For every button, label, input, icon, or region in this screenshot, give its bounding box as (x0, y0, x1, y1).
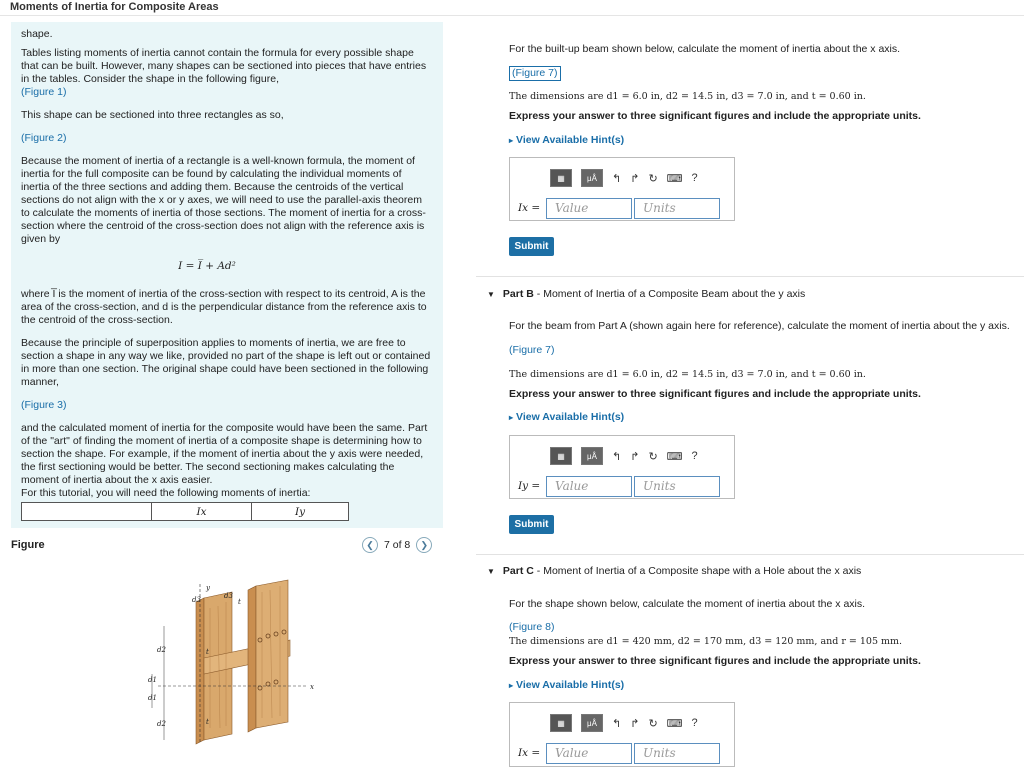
units-button[interactable]: μÅ (581, 447, 603, 465)
keyboard-icon[interactable]: ⌨ (666, 172, 683, 185)
help-icon[interactable]: ? (691, 172, 698, 184)
tutorial-text: Tables listing moments of inertia cannot contain the formula for every possible shape that can be built. However, many shapes can be sectioned into pieces that have entries in the tables. Consider the shape in the following figure, (Figure 1) (21, 47, 427, 98)
part-c-instruction: Express your answer to three significant figures and include the appropriate units. (509, 655, 921, 667)
part-a-answer-box (509, 157, 735, 221)
part-b-figure-link[interactable]: (Figure 7) (509, 344, 555, 356)
d2-label-bottom: d2 (157, 720, 166, 728)
table-header: Ix (152, 503, 252, 521)
figure-label: Figure (11, 539, 45, 551)
tutorial-text: Because the moment of inertia of a rectangle is a well-known formula, the moment of inertia for the full composite can be found by calculating the individual moments of inertia of the three sections and adding them. Because the centroids of the vertical sections do not align with the x or y axes, we will need to use the parallel-axis theorem to calculate the moments of inertia of those sections. The moment of inertia for a cross-section where the centroid of the cross-section does not align with the reference axis is given by (21, 155, 426, 245)
table-header: Iy (252, 503, 349, 521)
caret-down-icon: ▼ (487, 290, 495, 299)
pager-text: 7 of 8 (384, 539, 411, 551)
undo-icon[interactable]: ↰ (612, 450, 622, 463)
beam-figure (140, 578, 330, 748)
part-a-figure-link[interactable]: (Figure 7) (509, 66, 561, 81)
part-b-dimensions: The dimensions are d1 = 6.0 in, d2 = 14.5 in, d3 = 7.0 in, and t = 0.60 in. (509, 369, 866, 380)
part-b-answer-box (509, 435, 735, 499)
parallel-axis-equation: I = I̅ + Ad² (178, 260, 236, 272)
value-input[interactable]: Value (546, 476, 632, 497)
d3-label-left: d3 (192, 596, 201, 604)
answer-toolbar (550, 169, 698, 187)
part-a-dimensions: The dimensions are d1 = 6.0 in, d2 = 14.5 in, d3 = 7.0 in, and t = 0.60 in. (509, 91, 866, 102)
part-c-figure-link[interactable]: (Figure 8) (509, 621, 555, 633)
beam-diagram (140, 578, 330, 748)
figure-1-link[interactable]: (Figure 1) (21, 86, 67, 98)
x-axis-label: x (310, 683, 314, 691)
tutorial-text: where I̅ is the moment of inertia of the cross-section with respect to its centroid, A is the area of the cross-section, and d is the perpendicular distance from the reference axis to the centroid of the cross-section. (21, 288, 427, 326)
inertia-table (21, 502, 349, 521)
answer-toolbar (550, 714, 698, 732)
templates-icon[interactable]: ▦ (550, 447, 572, 465)
units-input[interactable]: Units (634, 743, 720, 764)
reset-icon[interactable]: ↻ (648, 717, 658, 730)
figure-pager (362, 537, 432, 553)
d3-label-right: d3 (224, 592, 233, 600)
part-c-answer-box (509, 702, 735, 767)
units-button[interactable]: μÅ (581, 169, 603, 187)
units-input[interactable]: Units (634, 198, 720, 219)
part-a-intro: For the built-up beam shown below, calculate the moment of inertia about the x axis. (509, 43, 901, 55)
undo-icon[interactable]: ↰ (612, 717, 622, 730)
t-label-top: t (238, 598, 241, 606)
part-b-intro: For the beam from Part A (shown again here for reference), calculate the moment of inertia about the y axis. (509, 320, 1010, 332)
iy-label: Iy = (518, 480, 541, 492)
part-b-submit-button[interactable]: Submit (509, 515, 554, 534)
tutorial-panel[interactable] (11, 22, 443, 528)
tutorial-text: and the calculated moment of inertia for the composite would have been the same. Part of the "art" of finding the moment of inertia of a composite shape is determining how to section the shape. For example, if the moment of inertia about the y axis were needed, the first sectioning would be better. The second sectioning makes calculating the moment of inertia about the x axis easier. (21, 422, 428, 486)
page-title: Moments of Inertia for Composite Areas (10, 1, 219, 13)
t-label-mid: t (206, 648, 209, 656)
tutorial-text: This shape can be sectioned into three rectangles as so, (21, 109, 284, 121)
part-b-instruction: Express your answer to three significant figures and include the appropriate units. (509, 388, 921, 400)
divider (476, 276, 1024, 277)
part-a-hint-link[interactable]: ▸ View Available Hint(s) (509, 134, 625, 146)
next-figure-button[interactable]: ❯ (416, 537, 432, 553)
units-button[interactable]: μÅ (581, 714, 603, 732)
templates-icon[interactable]: ▦ (550, 169, 572, 187)
d1-label-bottom: d1 (148, 694, 157, 702)
redo-icon[interactable]: ↱ (630, 172, 640, 185)
t-label-bottom: t (206, 718, 209, 726)
tutorial-text: Because the principle of superposition applies to moments of inertia, we are free to section a shape in any way we like, provided no part of the shape is left out or contained in more than one section. The original shape could have been sectioned in the following manner, (21, 337, 431, 388)
part-c-hint-link[interactable]: ▸ View Available Hint(s) (509, 679, 625, 691)
tutorial-text: shape. (21, 28, 53, 40)
part-b-hint-link[interactable]: ▸ View Available Hint(s) (509, 411, 625, 423)
undo-icon[interactable]: ↰ (612, 172, 622, 185)
y-axis-label: y (206, 584, 210, 592)
value-input[interactable]: Value (546, 743, 632, 764)
part-c-heading[interactable]: ▼ Part C - Moment of Inertia of a Composite shape with a Hole about the x axis (487, 565, 862, 577)
help-icon[interactable]: ? (691, 450, 698, 462)
ix-label: Ix = (518, 747, 541, 759)
header-bar (0, 0, 1024, 16)
chevron-right-icon: ▸ (509, 681, 514, 690)
figure-3-link[interactable]: (Figure 3) (21, 399, 67, 411)
redo-icon[interactable]: ↱ (630, 717, 640, 730)
part-a-submit-button[interactable]: Submit (509, 237, 554, 256)
chevron-right-icon: ▸ (509, 413, 514, 422)
d2-label-top: d2 (157, 646, 166, 654)
help-icon[interactable]: ? (691, 717, 698, 729)
keyboard-icon[interactable]: ⌨ (666, 450, 683, 463)
figure-2-link[interactable]: (Figure 2) (21, 132, 67, 144)
caret-down-icon: ▼ (487, 567, 495, 576)
part-b-heading[interactable]: ▼ Part B - Moment of Inertia of a Composite Beam about the y axis (487, 288, 806, 300)
chevron-right-icon: ▸ (509, 136, 514, 145)
ix-label: Ix = (518, 202, 541, 214)
reset-icon[interactable]: ↻ (648, 172, 658, 185)
keyboard-icon[interactable]: ⌨ (666, 717, 683, 730)
templates-icon[interactable]: ▦ (550, 714, 572, 732)
part-c-intro: For the shape shown below, calculate the moment of inertia about the x axis. (509, 598, 866, 610)
part-a-instruction: Express your answer to three significant figures and include the appropriate units. (509, 110, 921, 122)
prev-figure-button[interactable]: ❮ (362, 537, 378, 553)
answer-toolbar (550, 447, 698, 465)
reset-icon[interactable]: ↻ (648, 450, 658, 463)
d1-label-top: d1 (148, 676, 157, 684)
units-input[interactable]: Units (634, 476, 720, 497)
divider (476, 554, 1024, 555)
redo-icon[interactable]: ↱ (630, 450, 640, 463)
value-input[interactable]: Value (546, 198, 632, 219)
tutorial-text: For this tutorial, you will need the following moments of inertia: (21, 487, 311, 499)
part-c-dimensions: The dimensions are d1 = 420 mm, d2 = 170 mm, d3 = 120 mm, and r = 105 mm. (509, 636, 903, 647)
table-header (22, 503, 152, 521)
